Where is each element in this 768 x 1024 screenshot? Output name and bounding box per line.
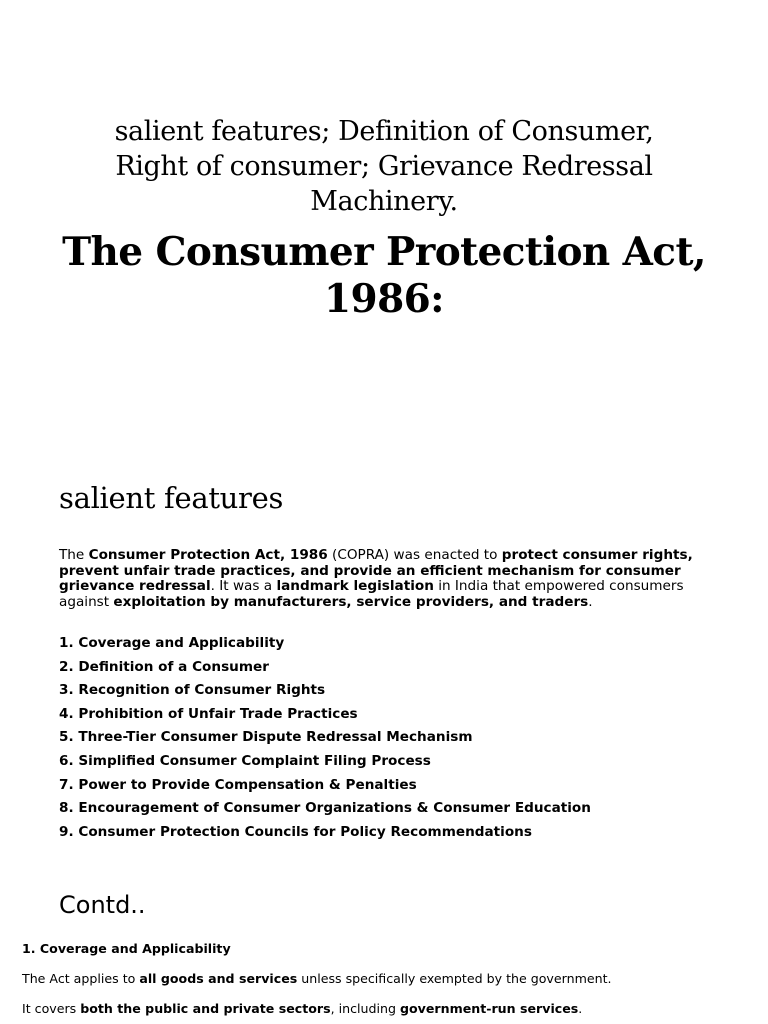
contd-text: unless specifically exempted by the government. <box>297 971 612 986</box>
contd-bold-text: both the public and private sectors <box>80 1001 331 1016</box>
intro-text: (COPRA) was enacted to <box>327 547 502 563</box>
intro-bold-text: Consumer Protection Act, 1986 <box>88 547 328 563</box>
subtitle-line: Machinery. <box>310 186 458 217</box>
contd-text: . <box>578 1001 583 1016</box>
subtitle-line: salient features; Definition of Consumer, <box>114 116 654 147</box>
feature-list-item: 2. Definition of a Consumer <box>59 658 269 675</box>
feature-list-item: 5. Three-Tier Consumer Dispute Redressal Mechanism <box>59 729 473 746</box>
intro-bold-text: landmark legislation <box>276 578 434 595</box>
subtitle-line: Right of consumer; Grievance Redressal <box>115 151 653 182</box>
intro-bold-text: exploitation by manufacturers, service providers, and traders <box>113 593 589 610</box>
intro-text: The <box>59 547 89 563</box>
feature-list-item: 7. Power to Provide Compensation & Penalties <box>59 776 417 793</box>
intro-text: . <box>588 593 593 610</box>
feature-list-item: 8. Encouragement of Consumer Organizations & Consumer Education <box>59 800 591 817</box>
contd-text: It covers <box>22 1001 81 1016</box>
intro-text: . It was a <box>210 578 277 595</box>
contd-line-1 <box>22 970 612 988</box>
feature-list <box>59 632 591 844</box>
feature-list-item: 6. Simplified Consumer Complaint Filing Process <box>59 752 431 769</box>
contd-text: , including <box>330 1001 400 1016</box>
feature-list-item: 9. Consumer Protection Councils for Policy Recommendations <box>59 823 532 840</box>
contd-line-2 <box>22 1000 582 1018</box>
section-heading-contd: Contd.. <box>59 891 146 919</box>
contd-item-title: 1. Coverage and Applicability <box>22 941 231 956</box>
intro-paragraph <box>59 548 709 610</box>
document-subtitle <box>0 114 768 219</box>
contd-bold-text: all goods and services <box>139 971 298 986</box>
title-line: The Consumer Protection Act, <box>62 229 706 275</box>
section-heading-salient-features: salient features <box>59 481 284 515</box>
title-line: 1986: <box>324 276 444 322</box>
intro-bold-text: protect consumer rights, prevent unfair trade practices, and provide an efficient mechanism for consumer grievance redressal <box>59 547 693 595</box>
contd-bold-text: government-run services <box>399 1001 579 1016</box>
document-title <box>0 229 768 323</box>
contd-text: The Act applies to <box>22 971 140 986</box>
intro-text: in India that empowered consumers against <box>59 578 684 610</box>
feature-list-item: 1. Coverage and Applicability <box>59 635 285 651</box>
feature-list-item: 3. Recognition of Consumer Rights <box>59 682 326 699</box>
feature-list-item: 4. Prohibition of Unfair Trade Practices <box>59 705 358 722</box>
